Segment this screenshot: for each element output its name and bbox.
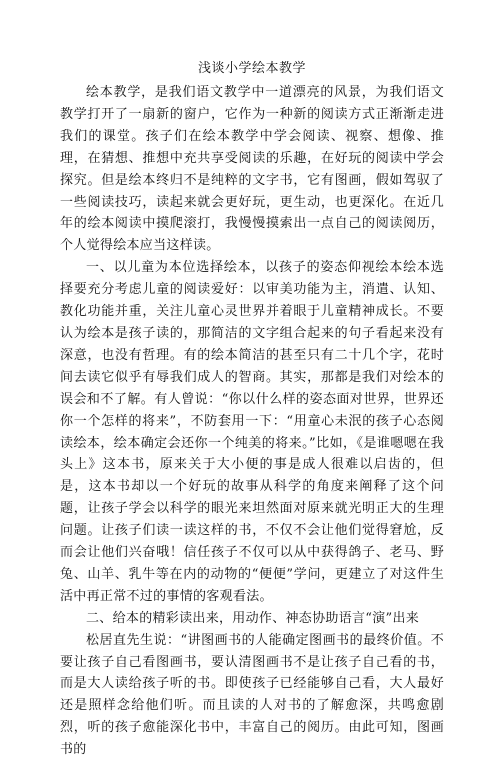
document-title: 浅谈小学绘本教学 [197, 61, 306, 76]
paragraph-section-two-heading: 二、给本的精彩读出来，用动作、神态协助语言“演”出来 [86, 610, 420, 626]
paragraph-section-two-body: 松居直先生说：“讲图画书的人能确定图画书的最终价值。不要让孩子自己看图画书，要认清图画书不是让孩子自己看的书，而是大人读给孩子听的书。即使孩子已经能够自己看，大人最好还是照样念给他们听。而且读的人对书的了解愈深，共鸣愈剧烈，听的孩子愈能深化书中，丰富自己的阅历。由此可知，图画书的 [60, 632, 444, 758]
paragraph-section-one: 一、以儿童为本位选择绘本，以孩子的姿态仰视绘本绘本选择要充分考虑儿童的阅读爱好：以审美功能为主，消遣、认知、教化功能并重，关注儿童心灵世界并着眼于儿童精神成长。不要认为绘本是孩子读的，那简洁的文字组合起来的句子看起来没有深意，也没有哲理。有的绘本简洁的甚至只有二十几个字，花时间去读它似乎有辱我们成人的智商。其实，那都是我们对绘本的误会和不了解。有人曾说：“你以什么样的姿态面对世界，世界还你一个怎样的将来”，不防套用一下：“用童心未泯的孩子心态阅读绘本，绘本确定会还你一个纯美的将来。”比如，《是谁嗯嗯在我头上》这本书，原来关于大小便的事是成人很难以启齿的，但是，这本书却以一个好玩的故事从科学的角度来阐释了这个问题，让孩子学会以科学的眼光来坦然面对原来就光明正大的生理问题。让孩子们读一读这样的书，不仅不会让他们觉得窘尬，反而会让他们兴奋哦！信任孩子不仅可以从中获得鸽子、老马、野兔、山羊、乳牛等在内的动物的“便便”学问，更建立了对这件生活中再正常不过的事情的客观看法。 [60, 260, 444, 604]
paragraph-intro: 绘本教学，是我们语文教学中一道漂亮的风景，为我们语文教学打开了一扇新的窗户，它作为一种新的阅读方式正渐渐走进我们的课堂。孩子们在绘本教学中学会阅读、视察、想像、推理，在猜想、推想中充共享受阅读的乐趣，在好玩的阅读中学会探究。但是绘本终归不是纯粹的文字书，它有图画，假如驾驭了一些阅读技巧，读起来就会更好玩，更生动，也更深化。在近几年的绘本阅读中摸爬滚打，我慢慢摸索出一点自己的阅读阅历，个人觉得绘本应当这样读。 [60, 85, 444, 254]
